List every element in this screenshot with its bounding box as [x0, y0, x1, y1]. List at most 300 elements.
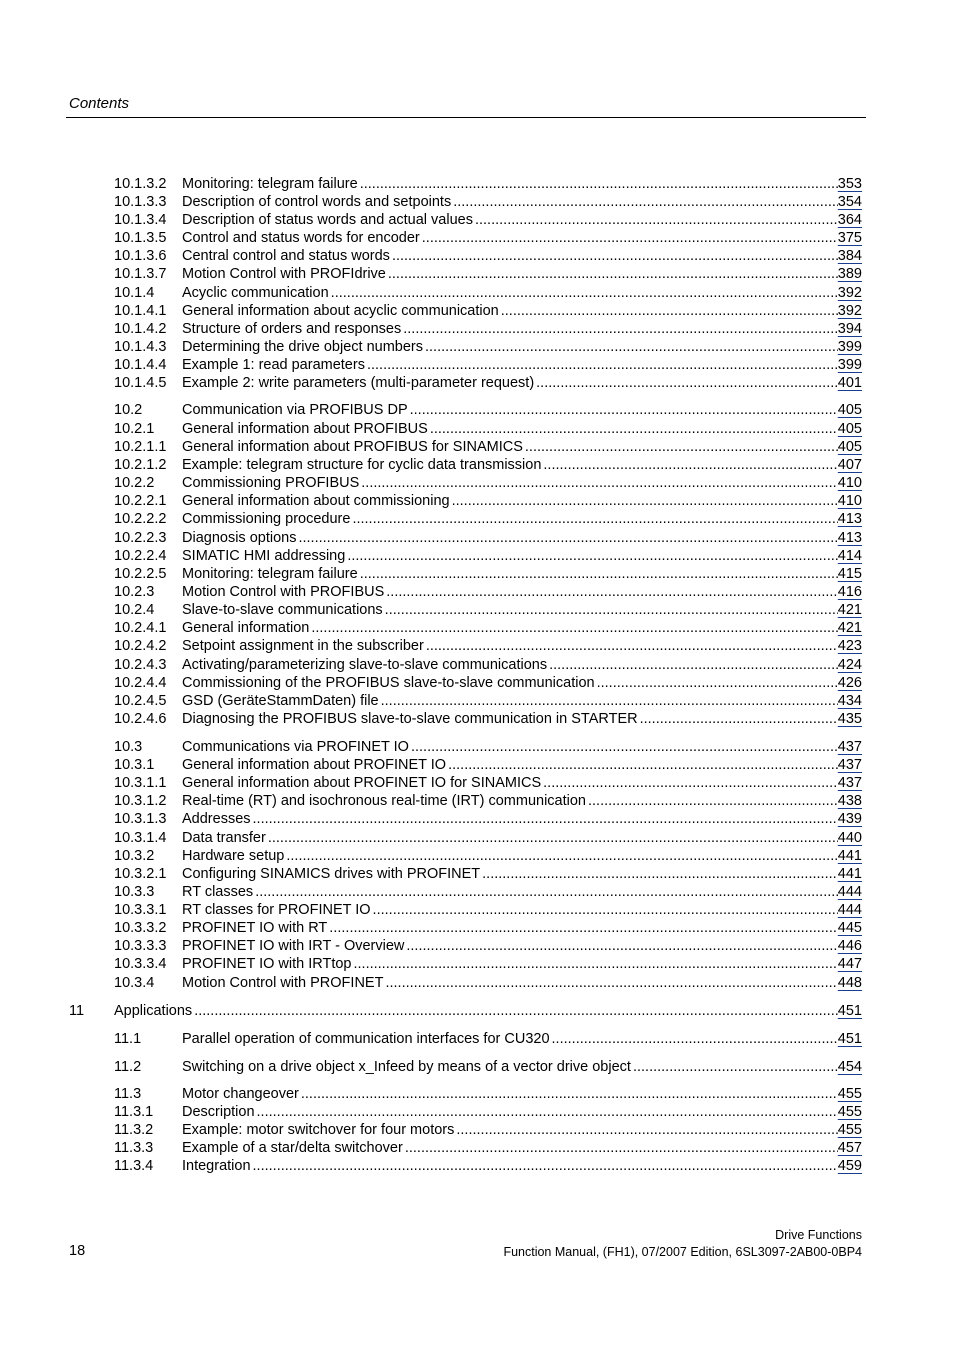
toc-entry-title: General information about PROFINET IO for SINAMICS — [182, 775, 542, 791]
toc-entry-line — [182, 865, 862, 883]
toc-dot-leader — [371, 901, 838, 919]
toc-entry-number: 11.3.3 — [114, 1140, 154, 1156]
toc-entry-title: Example: motor switchover for four motors — [182, 1122, 455, 1138]
toc-entry-line — [182, 474, 862, 492]
toc-entry-title: Integration — [182, 1158, 251, 1174]
toc-entry[interactable] — [0, 229, 954, 247]
toc-entry-line — [182, 601, 862, 619]
toc-entry-title: Setpoint assignment in the subscriber — [182, 638, 424, 654]
toc-dot-leader — [266, 829, 838, 847]
toc-entry[interactable] — [0, 547, 954, 565]
toc-page-link[interactable]: 375 — [837, 230, 862, 246]
toc-page-link[interactable]: 401 — [837, 375, 862, 391]
toc-page-link[interactable]: 413 — [837, 511, 862, 527]
toc-entry-title: Switching on a drive object x_Infeed by means of a vector drive object — [182, 1059, 631, 1075]
toc-entry-title: Commissioning PROFIBUS — [182, 475, 360, 491]
footer-doc-title: Drive Functions — [775, 1228, 862, 1242]
toc-dot-leader — [253, 883, 838, 901]
toc-dot-leader — [523, 438, 838, 456]
toc-dot-leader — [296, 529, 837, 547]
toc-page-link[interactable]: 410 — [837, 493, 862, 509]
toc-entry-title: RT classes for PROFINET IO — [182, 902, 371, 918]
toc-dot-leader — [404, 937, 837, 955]
toc-entry-line — [182, 1121, 862, 1139]
toc-entry-line — [182, 901, 862, 919]
toc-entry-title: Motion Control with PROFIBUS — [182, 584, 385, 600]
toc-entry-number: 10.2.4.3 — [114, 657, 167, 673]
toc-entry-number: 10.1.3.4 — [114, 212, 167, 228]
toc-entry-line — [182, 401, 862, 419]
toc-entry[interactable] — [0, 1002, 954, 1020]
toc-entry[interactable] — [0, 937, 954, 955]
toc-entry-line — [182, 229, 862, 247]
toc-entry-line — [182, 810, 862, 828]
toc-entry-title: Determining the drive object numbers — [182, 339, 423, 355]
toc-page-link[interactable]: 399 — [837, 357, 862, 373]
toc-page-link[interactable]: 354 — [837, 194, 862, 210]
toc-entry-line — [182, 338, 862, 356]
toc-entry[interactable] — [0, 438, 954, 456]
toc-dot-leader — [350, 510, 837, 528]
toc-entry-number: 10.2.4.6 — [114, 711, 167, 727]
toc-entry-title: General information — [182, 620, 310, 636]
toc-entry-number: 10.2.1.2 — [114, 457, 167, 473]
toc-dot-leader — [251, 810, 838, 828]
toc-dot-leader — [451, 193, 838, 211]
toc-entry-line — [182, 937, 862, 955]
toc-entry-title: Example 1: read parameters — [182, 357, 365, 373]
toc-entry-number: 10.3.2.1 — [114, 866, 167, 882]
toc-entry[interactable] — [0, 1139, 954, 1157]
toc-entry-line — [182, 656, 862, 674]
toc-entry-line — [182, 883, 862, 901]
toc-entry-line — [182, 374, 862, 392]
toc-entry-line — [182, 1058, 862, 1076]
toc-entry[interactable] — [0, 420, 954, 438]
toc-entry[interactable] — [0, 692, 954, 710]
toc-entry-number: 11.3 — [114, 1086, 142, 1102]
toc-entry-number: 10.2.2.3 — [114, 530, 167, 546]
toc-page-link[interactable]: 399 — [837, 339, 862, 355]
toc-entry[interactable] — [0, 774, 954, 792]
toc-entry-number: 10.2.2.2 — [114, 511, 167, 527]
toc-page-link[interactable]: 421 — [837, 620, 862, 636]
toc-entry-number: 11.1 — [114, 1031, 142, 1047]
toc-entry-title: Description — [182, 1104, 255, 1120]
toc-entry[interactable] — [0, 1121, 954, 1139]
toc-dot-leader — [284, 847, 837, 865]
toc-page-link[interactable]: 394 — [837, 321, 862, 337]
toc-entry-number: 10.3.3.1 — [114, 902, 167, 918]
toc-entry[interactable] — [0, 919, 954, 937]
toc-entry-title: Hardware setup — [182, 848, 285, 864]
toc-dot-leader — [351, 955, 837, 973]
toc-entry[interactable] — [0, 492, 954, 510]
toc-entry-line — [182, 974, 862, 992]
toc-entry-title: Motor changeover — [182, 1086, 299, 1102]
header-rule — [66, 117, 866, 118]
toc-entry[interactable] — [0, 865, 954, 883]
toc-entry-line — [114, 1002, 862, 1020]
toc-entry-number: 10.3.1.4 — [114, 830, 167, 846]
toc-page-link[interactable]: 441 — [837, 848, 862, 864]
footer-page-number: 18 — [69, 1243, 86, 1259]
toc-entry-title: Data transfer — [182, 830, 266, 846]
toc-entry[interactable] — [0, 756, 954, 774]
toc-page-link[interactable]: 437 — [837, 775, 862, 791]
toc-entry-line — [182, 420, 862, 438]
toc-entry-line — [182, 847, 862, 865]
toc-dot-leader — [327, 919, 838, 937]
toc-entry[interactable] — [0, 510, 954, 528]
toc-entry-line — [182, 529, 862, 547]
toc-entry-title: Motion Control with PROFINET — [182, 975, 384, 991]
toc-entry-title: Diagnosing the PROFIBUS slave-to-slave communication in STARTER — [182, 711, 638, 727]
toc-entry[interactable] — [0, 565, 954, 583]
toc-entry-line — [182, 774, 862, 792]
toc-entry-title: Communications via PROFINET IO — [182, 739, 409, 755]
toc-page-link[interactable]: 424 — [837, 657, 862, 673]
toc-entry[interactable] — [0, 1030, 954, 1048]
toc-entry-title: GSD (GeräteStammDaten) file — [182, 693, 379, 709]
toc-entry[interactable] — [0, 175, 954, 193]
toc-entry[interactable] — [0, 247, 954, 265]
toc-entry-number: 11.2 — [114, 1059, 142, 1075]
toc-entry-title: General information about PROFIBUS — [182, 421, 428, 437]
toc-entry[interactable] — [0, 656, 954, 674]
toc-page-link[interactable]: 364 — [837, 212, 862, 228]
toc-entry-line — [182, 674, 862, 692]
toc-entry-number: 10.2.4.4 — [114, 675, 167, 691]
toc-page-link[interactable]: 405 — [837, 421, 862, 437]
toc-dot-leader — [345, 547, 837, 565]
toc-entry-line — [182, 955, 862, 973]
toc-entry-title: Structure of orders and responses — [182, 321, 402, 337]
toc-entry-line — [182, 510, 862, 528]
toc-page-link[interactable]: 392 — [837, 285, 862, 301]
toc-page-link[interactable]: 438 — [837, 793, 862, 809]
toc-entry[interactable] — [0, 374, 954, 392]
toc-dot-leader — [480, 865, 838, 883]
toc-entry-title: Commissioning procedure — [182, 511, 351, 527]
toc-entry[interactable] — [0, 738, 954, 756]
toc-entry-title: Description of status words and actual values — [182, 212, 473, 228]
toc-page-link[interactable]: 384 — [837, 248, 862, 264]
toc-page-link[interactable]: 444 — [837, 902, 862, 918]
toc-entry[interactable] — [0, 401, 954, 419]
toc-entry[interactable] — [0, 265, 954, 283]
toc-dot-leader — [383, 974, 837, 992]
toc-entry-title: Communication via PROFIBUS DP — [182, 402, 408, 418]
toc-entry-title: Parallel operation of communication interfaces for CU320 — [182, 1031, 550, 1047]
toc-entry-number: 10.1.4.1 — [114, 303, 167, 319]
toc-entry-line — [182, 175, 862, 193]
toc-entry-line — [182, 247, 862, 265]
toc-page-link[interactable]: 457 — [837, 1140, 862, 1156]
toc-dot-leader — [408, 401, 838, 419]
toc-entry-number: 10.1.3.2 — [114, 176, 167, 192]
toc-entry[interactable] — [0, 847, 954, 865]
toc-page-link[interactable]: 454 — [837, 1059, 862, 1075]
toc-dot-leader — [631, 1058, 838, 1076]
toc-page-link[interactable]: 455 — [837, 1122, 862, 1138]
toc-entry-title: Example: telegram structure for cyclic data transmission — [182, 457, 542, 473]
toc-dot-leader — [403, 1139, 838, 1157]
toc-entry-line — [182, 756, 862, 774]
toc-entry-title: Central control and status words — [182, 248, 390, 264]
toc-entry-number: 10.1.4.4 — [114, 357, 167, 373]
toc-page-link[interactable]: 439 — [837, 811, 862, 827]
toc-entry[interactable] — [0, 320, 954, 338]
toc-page-link[interactable]: 437 — [837, 739, 862, 755]
toc-dot-leader — [595, 674, 838, 692]
toc-entry[interactable] — [0, 1103, 954, 1121]
toc-page-link[interactable]: 353 — [837, 176, 862, 192]
toc-page-link[interactable]: 440 — [837, 830, 862, 846]
toc-page-link[interactable]: 413 — [837, 530, 862, 546]
toc-page-link[interactable]: 446 — [837, 938, 862, 954]
toc-page-link[interactable]: 421 — [837, 602, 862, 618]
toc-entry-title: Monitoring: telegram failure — [182, 566, 358, 582]
toc-entry-number: 11 — [69, 1003, 85, 1019]
toc-entry[interactable] — [0, 302, 954, 320]
toc-entry-line — [182, 919, 862, 937]
toc-entry-number: 10.2.2.4 — [114, 548, 167, 564]
toc-entry-number: 10.3.2 — [114, 848, 155, 864]
toc-entry[interactable] — [0, 637, 954, 655]
toc-entry-number: 10.3.1.2 — [114, 793, 167, 809]
toc-entry-title: Motion Control with PROFIdrive — [182, 266, 386, 282]
toc-entry-number: 10.1.3.5 — [114, 230, 167, 246]
toc-dot-leader — [384, 583, 838, 601]
toc-entry-number: 11.3.2 — [114, 1122, 154, 1138]
toc-entry-title: Applications — [114, 1003, 193, 1019]
toc-entry-title: Configuring SINAMICS drives with PROFINET — [182, 866, 481, 882]
toc-page-link[interactable]: 451 — [837, 1031, 862, 1047]
toc-dot-leader — [423, 338, 838, 356]
toc-dot-leader — [547, 656, 838, 674]
toc-entry-line — [182, 456, 862, 474]
toc-entry-line — [182, 193, 862, 211]
toc-entry[interactable] — [0, 810, 954, 828]
toc-dot-leader — [534, 374, 838, 392]
toc-entry-number: 10.2.2 — [114, 475, 155, 491]
toc-dot-leader — [358, 175, 838, 193]
toc-entry[interactable] — [0, 211, 954, 229]
toc-entry-title: General information about commissioning — [182, 493, 450, 509]
toc-entry-line — [182, 547, 862, 565]
toc-entry-line — [182, 302, 862, 320]
toc-page-link[interactable]: 435 — [837, 711, 862, 727]
toc-entry[interactable] — [0, 1157, 954, 1175]
toc-page-link[interactable]: 405 — [837, 439, 862, 455]
toc-entry-line — [182, 211, 862, 229]
toc-entry-number: 10.3.3 — [114, 884, 155, 900]
toc-dot-leader — [428, 420, 838, 438]
toc-entry[interactable] — [0, 338, 954, 356]
toc-page-link[interactable]: 434 — [837, 693, 862, 709]
toc-page-link[interactable]: 410 — [837, 475, 862, 491]
toc-entry[interactable] — [0, 474, 954, 492]
toc-page-link[interactable]: 392 — [837, 303, 862, 319]
toc-entry-line — [182, 619, 862, 637]
toc-entry-title: SIMATIC HMI addressing — [182, 548, 346, 564]
toc-dot-leader — [390, 247, 838, 265]
toc-entry-line — [182, 356, 862, 374]
toc-dot-leader — [386, 265, 838, 283]
toc-page-link[interactable]: 455 — [837, 1086, 862, 1102]
toc-entry-number: 10.3.1 — [114, 757, 155, 773]
toc-entry-line — [182, 1103, 862, 1121]
toc-entry-line — [182, 1157, 862, 1175]
toc-entry-number: 10.2.2.1 — [114, 493, 167, 509]
toc-entry-title: PROFINET IO with IRT - Overview — [182, 938, 405, 954]
toc-page-link[interactable]: 459 — [837, 1158, 862, 1174]
toc-entry-line — [182, 583, 862, 601]
toc-page-link[interactable]: 407 — [837, 457, 862, 473]
toc-entry-number: 10.2 — [114, 402, 143, 418]
toc-entry-title: Diagnosis options — [182, 530, 297, 546]
toc-entry-number: 10.2.1 — [114, 421, 155, 437]
toc-dot-leader — [638, 710, 838, 728]
toc-entry-number: 10.2.4.2 — [114, 638, 167, 654]
toc-entry-line — [182, 792, 862, 810]
toc-entry-number: 10.1.3.7 — [114, 266, 167, 282]
toc-entry-number: 10.3 — [114, 739, 143, 755]
toc-entry-line — [182, 284, 862, 302]
toc-page-link[interactable]: 426 — [837, 675, 862, 691]
toc-page-link[interactable]: 437 — [837, 757, 862, 773]
toc-dot-leader — [499, 302, 838, 320]
toc-dot-leader — [454, 1121, 837, 1139]
toc-page-link[interactable]: 405 — [837, 402, 862, 418]
toc-entry[interactable] — [0, 901, 954, 919]
toc-entry-title: Monitoring: telegram failure — [182, 176, 358, 192]
toc-entry-number: 10.3.1.3 — [114, 811, 167, 827]
toc-entry[interactable] — [0, 284, 954, 302]
toc-entry[interactable] — [0, 792, 954, 810]
toc-entry[interactable] — [0, 829, 954, 847]
toc-entry[interactable] — [0, 1085, 954, 1103]
toc-entry[interactable] — [0, 456, 954, 474]
toc-dot-leader — [473, 211, 838, 229]
toc-page-link[interactable]: 423 — [837, 638, 862, 654]
toc-page-link[interactable]: 414 — [837, 548, 862, 564]
toc-page-link[interactable]: 389 — [837, 266, 862, 282]
toc-entry-number: 10.1.3.6 — [114, 248, 167, 264]
toc-entry[interactable] — [0, 583, 954, 601]
toc-entry-title: RT classes — [182, 884, 254, 900]
toc-entry-number: 10.1.4.5 — [114, 375, 167, 391]
toc-dot-leader — [383, 601, 838, 619]
toc-entry-line — [182, 637, 862, 655]
toc-entry[interactable] — [0, 955, 954, 973]
toc-entry[interactable] — [0, 710, 954, 728]
toc-entry-number: 10.3.3.2 — [114, 920, 167, 936]
toc-page-link[interactable]: 447 — [837, 956, 862, 972]
toc-dot-leader — [379, 692, 838, 710]
toc-entry-number: 11.3.4 — [114, 1158, 154, 1174]
toc-dot-leader — [358, 565, 838, 583]
toc-entry[interactable] — [0, 883, 954, 901]
toc-entry-line — [182, 1030, 862, 1048]
toc-entry-number: 10.2.2.5 — [114, 566, 167, 582]
toc-entry-line — [182, 1139, 862, 1157]
toc-dot-leader — [401, 320, 838, 338]
toc-entry-line — [182, 320, 862, 338]
toc-entry-number: 10.3.3.4 — [114, 956, 167, 972]
toc-dot-leader — [365, 356, 838, 374]
toc-entry-line — [182, 738, 862, 756]
toc-dot-leader — [541, 456, 837, 474]
toc-entry-line — [182, 692, 862, 710]
toc-page-link[interactable]: 444 — [837, 884, 862, 900]
toc-entry[interactable] — [0, 529, 954, 547]
toc-entry-title: Acyclic communication — [182, 285, 329, 301]
toc-entry[interactable] — [0, 356, 954, 374]
toc-dot-leader — [424, 637, 838, 655]
toc-page-link[interactable]: 445 — [837, 920, 862, 936]
toc-entry[interactable] — [0, 1058, 954, 1076]
page-header-title: Contents — [69, 95, 130, 112]
toc-page-link[interactable]: 416 — [837, 584, 862, 600]
toc-entry-title: PROFINET IO with RT — [182, 920, 328, 936]
toc-entry-title: General information about PROFIBUS for SINAMICS — [182, 439, 523, 455]
toc-entry-title: PROFINET IO with IRTtop — [182, 956, 352, 972]
toc-entry[interactable] — [0, 974, 954, 992]
toc-entry-number: 10.3.4 — [114, 975, 155, 991]
toc-dot-leader — [299, 1085, 838, 1103]
toc-entry-number: 11.3.1 — [114, 1104, 154, 1120]
toc-entry-title: General information about acyclic communication — [182, 303, 499, 319]
toc-dot-leader — [329, 284, 838, 302]
toc-entry-line — [182, 829, 862, 847]
toc-entry-title: Commissioning of the PROFIBUS slave-to-slave communication — [182, 675, 595, 691]
toc-page-link[interactable]: 448 — [837, 975, 862, 991]
toc-dot-leader — [359, 474, 838, 492]
footer-manual-info: Function Manual, (FH1), 07/2007 Edition, 6SL3097-2AB00-0BP4 — [503, 1245, 862, 1259]
toc-entry[interactable] — [0, 601, 954, 619]
toc-entry-line — [182, 265, 862, 283]
toc-entry[interactable] — [0, 674, 954, 692]
toc-entry-title: Example of a star/delta switchover — [182, 1140, 403, 1156]
toc-page-link[interactable]: 455 — [837, 1104, 862, 1120]
toc-page-link[interactable]: 441 — [837, 866, 862, 882]
toc-page-link[interactable]: 451 — [837, 1003, 862, 1019]
toc-entry-number: 10.1.3.3 — [114, 194, 167, 210]
toc-entry-title: Real-time (RT) and isochronous real-time (IRT) communication — [182, 793, 586, 809]
toc-entry-number: 10.2.1.1 — [114, 439, 167, 455]
toc-entry-number: 10.1.4.3 — [114, 339, 167, 355]
toc-entry-number: 10.2.4.5 — [114, 693, 167, 709]
toc-entry-number: 10.3.3.3 — [114, 938, 167, 954]
toc-entry-number: 10.1.4.2 — [114, 321, 167, 337]
toc-dot-leader — [251, 1157, 838, 1175]
toc-entry-title: Activating/parameterizing slave-to-slave communications — [182, 657, 548, 673]
toc-entry-line — [182, 438, 862, 456]
toc-dot-leader — [255, 1103, 838, 1121]
toc-dot-leader — [550, 1030, 838, 1048]
toc-entry-title: Description of control words and setpoints — [182, 194, 452, 210]
toc-page-link[interactable]: 415 — [837, 566, 862, 582]
toc-entry-number: 10.2.3 — [114, 584, 155, 600]
toc-entry-line — [182, 492, 862, 510]
toc-entry-line — [182, 710, 862, 728]
toc-entry-title: General information about PROFINET IO — [182, 757, 447, 773]
toc-entry[interactable] — [0, 619, 954, 637]
toc-dot-leader — [446, 756, 838, 774]
toc-entry[interactable] — [0, 193, 954, 211]
